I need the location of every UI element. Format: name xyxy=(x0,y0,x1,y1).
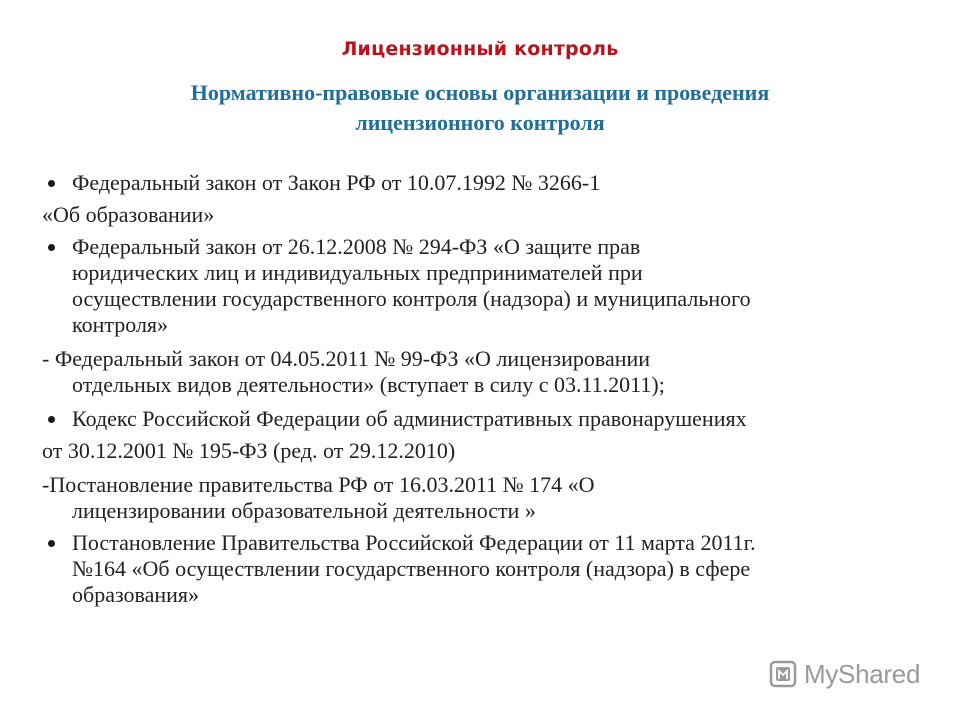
list-item-line: Постановление Правительства Российской Федерации от 11 марта 2011г. xyxy=(72,530,756,555)
slide-title: Лицензионный контроль xyxy=(341,38,619,60)
list-item xyxy=(42,438,922,464)
list-item xyxy=(42,530,922,608)
list-item-line: лицензировании образовательной деятельности » xyxy=(72,498,536,523)
myshared-watermark xyxy=(768,654,920,694)
bullet-icon xyxy=(48,540,55,547)
list-item xyxy=(42,406,922,432)
list-item xyxy=(42,472,922,524)
myshared-logo-icon xyxy=(768,659,798,689)
subtitle-line-1: Нормативно-правовые основы организации и проведения xyxy=(190,80,770,105)
list-item-text: «Об образовании» xyxy=(42,202,215,227)
list-item-line: контроля» xyxy=(72,312,169,337)
bullet-icon xyxy=(48,244,55,251)
slide-subtitle xyxy=(60,78,900,138)
list-item-line: отдельных видов деятельности» (вступает в силу с 03.11.2011); xyxy=(72,372,665,397)
list-item-line: образования» xyxy=(72,582,200,607)
list-item-line: №164 «Об осуществлении государственного контроля (надзора) в сфере xyxy=(72,556,751,581)
law-list xyxy=(42,170,922,608)
list-item-line: Федеральный закон от 26.12.2008 № 294-ФЗ «О защите прав xyxy=(72,234,641,259)
bullet-icon xyxy=(48,180,55,187)
list-item-text: Кодекс Российской Федерации об административных правонарушениях xyxy=(72,406,747,431)
list-item xyxy=(42,346,922,398)
list-item-line: -Постановление правительства РФ от 16.03.2011 № 174 «О xyxy=(42,472,595,497)
bullet-icon xyxy=(48,416,55,423)
list-item xyxy=(42,202,922,228)
list-item-line: - Федеральный закон от 04.05.2011 № 99-ФЗ «О лицензировании xyxy=(42,346,651,371)
subtitle-line-2: лицензионного контроля xyxy=(355,110,605,135)
watermark-text: MyShared xyxy=(804,658,921,689)
list-item xyxy=(42,234,922,338)
list-item-text: от 30.12.2001 № 195-ФЗ (ред. от 29.12.2010) xyxy=(42,438,456,463)
list-item-text: Федеральный закон от Закон РФ от 10.07.1992 № 3266-1 xyxy=(72,170,601,195)
list-item-line: осуществлении государственного контроля (надзора) и муниципального xyxy=(72,286,751,311)
list-item-line: юридических лиц и индивидуальных предпринимателей при xyxy=(72,260,643,285)
list-item xyxy=(42,170,922,196)
